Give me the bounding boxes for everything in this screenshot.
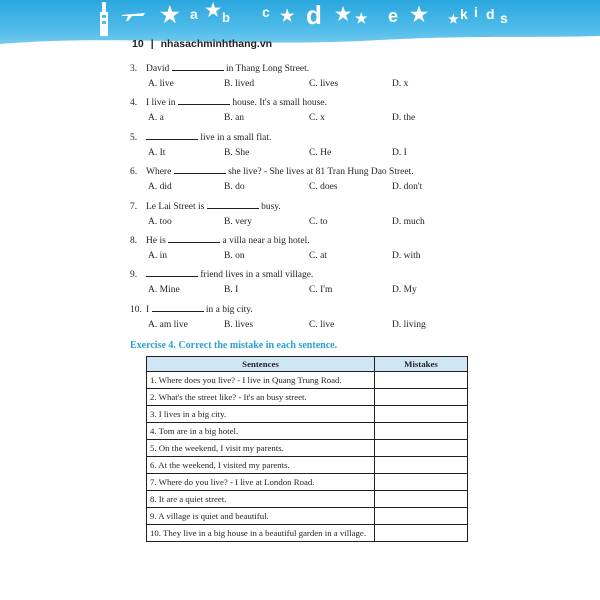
option-a: A. too [148, 216, 172, 227]
header-separator: | [150, 38, 154, 50]
column-header-sentences: Sentences [147, 357, 375, 372]
decor-letter-k: k [460, 6, 468, 22]
table-row [147, 491, 468, 508]
tower-icon [96, 2, 112, 36]
option-a: A. am live [148, 319, 188, 330]
mistakes-table [146, 356, 468, 542]
option-b: B. I [224, 285, 239, 296]
answer-blank [146, 131, 198, 140]
option-b: B. lived [224, 79, 255, 89]
question-text-after: she live? - She lives at 81 Tran Hung Dao Street. [228, 167, 414, 178]
answer-blank [152, 303, 204, 312]
option-d: D. don't [392, 182, 423, 193]
question-number: 5. [130, 132, 138, 143]
answer-blank [168, 234, 220, 243]
option-c: C. I'm [309, 285, 333, 296]
mistake-cell[interactable] [375, 440, 468, 457]
sentence-cell: 10. They live in a big house in a beautiful garden in a village. [147, 525, 375, 542]
banner-wave [0, 30, 600, 52]
option-c: C. live [309, 319, 335, 330]
sentence-cell: 5. On the weekend, I visit my parents. [147, 440, 375, 457]
option-c: C. does [309, 182, 338, 193]
answer-blank [146, 268, 198, 277]
decor-letter-i: i [474, 4, 478, 20]
sentence-cell: 3. I lives in a big city. [147, 406, 375, 423]
option-d: D. the [392, 113, 416, 124]
star-icon: ★ [410, 4, 428, 26]
answer-blank [207, 200, 259, 209]
page-header [132, 38, 272, 54]
star-icon: ★ [205, 0, 222, 20]
website-label: nhasachminhthang.vn [160, 38, 273, 50]
table-row [147, 406, 468, 423]
mistake-cell[interactable] [375, 508, 468, 525]
option-a: A. a [148, 113, 164, 124]
option-a: A. Mine [148, 285, 180, 296]
question-text-after: live in a small flat. [200, 132, 272, 143]
answer-blank [174, 165, 226, 174]
option-d: D. I [392, 147, 407, 158]
table-row [147, 440, 468, 457]
question-9 [130, 268, 313, 280]
mistake-cell[interactable] [375, 474, 468, 491]
option-a: A. live [148, 79, 174, 89]
question-3 [130, 62, 309, 74]
sentence-cell: 4. Tom are in a big hotel. [147, 423, 375, 440]
option-d: D. living [392, 319, 426, 330]
question-6 [130, 165, 414, 177]
question-text-after: friend lives in a small village. [200, 270, 314, 281]
header-banner [0, 0, 600, 52]
airplane-icon [120, 8, 146, 22]
mistake-cell[interactable] [375, 389, 468, 406]
table-row [147, 457, 468, 474]
answer-blank [178, 96, 230, 105]
decor-letter-d: d [306, 0, 322, 30]
question-text-after: house. It's a small house. [232, 98, 327, 109]
option-b: B. lives [224, 319, 254, 330]
question-number: 3. [130, 64, 138, 74]
decor-letter-c: c [262, 4, 270, 20]
table-header-row [147, 357, 468, 372]
answer-blank [172, 62, 224, 71]
question-text-after: a villa near a big hotel. [222, 236, 310, 246]
question-text-before: I [146, 304, 150, 315]
question-text-after: busy. [261, 201, 281, 212]
question-number: 4. [130, 98, 138, 109]
star-icon: ★ [355, 10, 368, 26]
option-d: D. much [392, 216, 425, 227]
mistake-cell[interactable] [375, 457, 468, 474]
table-row [147, 508, 468, 525]
question-text-after: in a big city. [205, 304, 253, 315]
option-d: D. My [392, 285, 417, 296]
page-number: 10 [132, 38, 144, 50]
exercise-4-title: Exercise 4. Correct the mistake in each sentence. [130, 340, 338, 351]
sentence-cell: 8. It are a quiet street. [147, 491, 375, 508]
decor-letter-b: b [222, 10, 230, 25]
sentence-cell: 2. What's the street like? - It's an busy street. [147, 389, 375, 406]
sentence-cell: 7. Where do you live? - I live at London Road. [147, 474, 375, 491]
option-b: B. on [224, 251, 245, 261]
sentence-cell: 1. Where does you live? - I live in Quang Trung Road. [147, 372, 375, 389]
question-8 [130, 234, 310, 246]
option-b: B. very [224, 216, 252, 227]
question-5 [130, 131, 271, 143]
option-b: B. do [224, 182, 245, 193]
question-10 [130, 303, 253, 315]
question-number: 7. [130, 201, 138, 212]
question-text-before: Where [146, 167, 172, 178]
question-number: 9. [130, 270, 138, 281]
decor-letter-s: s [500, 10, 508, 26]
table-row [147, 389, 468, 406]
option-d: D. x [392, 79, 409, 89]
sentence-cell: 6. At the weekend, I visited my parents. [147, 457, 375, 474]
question-4 [130, 96, 327, 108]
decor-letter-a: a [190, 6, 198, 22]
option-c: C. at [309, 251, 327, 261]
table-row [147, 525, 468, 542]
star-icon: ★ [335, 4, 352, 24]
option-c: C. He [309, 147, 332, 158]
option-a: A. in [148, 251, 167, 261]
decor-letter-e: e [388, 6, 399, 26]
question-number: 8. [130, 236, 138, 246]
question-number: 6. [130, 167, 138, 178]
question-text-after: in Thang Long Street. [225, 64, 310, 74]
star-icon: ★ [448, 12, 459, 26]
mistake-cell[interactable] [375, 372, 468, 389]
option-a: A. It [148, 147, 166, 158]
option-c: C. to [309, 216, 328, 227]
question-text-before: Le Lai Street is [146, 201, 205, 212]
option-c: C. x [309, 113, 325, 124]
star-icon: ★ [280, 8, 295, 25]
question-number: 10. [130, 304, 142, 315]
question-text-before: David [146, 64, 170, 74]
option-b: B. an [224, 113, 245, 124]
column-header-mistakes: Mistakes [375, 357, 468, 372]
question-text-before: He is [146, 236, 166, 246]
option-a: A. did [148, 182, 172, 193]
table-row [147, 372, 468, 389]
star-icon: ★ [160, 2, 180, 27]
question-text-before: I live in [146, 98, 176, 109]
mistake-cell[interactable] [375, 423, 468, 440]
option-b: B. She [224, 147, 250, 158]
mistake-cell[interactable] [375, 525, 468, 542]
table-row [147, 474, 468, 491]
option-c: C. lives [309, 79, 339, 89]
question-7 [130, 200, 281, 212]
mistake-cell[interactable] [375, 406, 468, 423]
table-row [147, 423, 468, 440]
option-d: D. with [392, 251, 421, 261]
mistake-cell[interactable] [375, 491, 468, 508]
decor-letter-d2: d [486, 6, 495, 22]
sentence-cell: 9. A village is quiet and beautiful. [147, 508, 375, 525]
